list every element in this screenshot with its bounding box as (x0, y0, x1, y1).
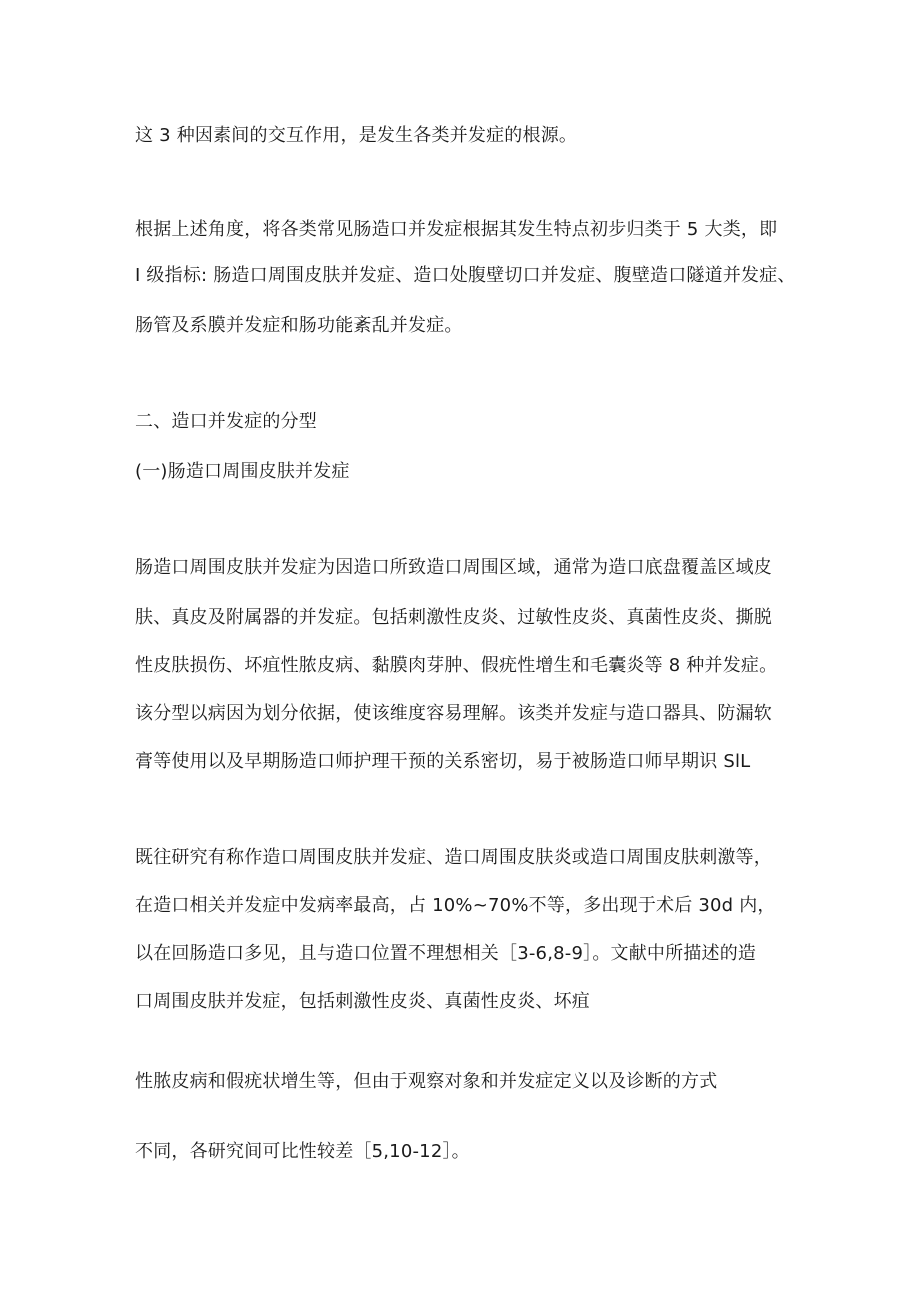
text-line: 既往研究有称作造口周围皮肤并发症、造口周围皮肤炎或造口周围皮肤刺激等， (135, 847, 772, 868)
subsection-heading: (一)肠造口周围皮肤并发症 (135, 461, 350, 482)
text-line: 肤、真皮及附属器的并发症。包括刺激性皮炎、过敏性皮炎、真菌性皮炎、撕脱 (135, 607, 772, 628)
text-line: 性脓皮病和假疣状增生等，但由于观察对象和并发症定义以及诊断的方式 (135, 1071, 718, 1092)
text-line: 不同，各研究间可比性较差［5,10-12］。 (135, 1141, 470, 1162)
text-line: 根据上述角度，将各类常见肠造口并发症根据其发生特点初步归类于 5 大类，即 (135, 219, 778, 240)
text-line: 这 3 种因素间的交互作用，是发生各类并发症的根源。 (135, 125, 578, 146)
text-line: 该分型以病因为划分依据，使该维度容易理解。该类并发症与造口器具、防漏软 (135, 703, 772, 724)
text-line: 肠管及系膜并发症和肠功能紊乱并发症。 (135, 315, 463, 336)
text-line: 口周围皮肤并发症，包括刺激性皮炎、真菌性皮炎、坏疽 (135, 991, 590, 1012)
section-heading: 二、造口并发症的分型 (135, 411, 317, 432)
text-line: 肠造口周围皮肤并发症为因造口所致造口周围区域，通常为造口底盘覆盖区域皮 (135, 557, 772, 578)
text-line: 性皮肤损伤、坏疽性脓皮病、黏膜肉芽肿、假疣性增生和毛囊炎等 8 种并发症。 (135, 655, 778, 676)
text-line: I 级指标: 肠造口周围皮肤并发症、造口处腹壁切口并发症、腹壁造口隧道并发症、 (135, 265, 796, 286)
text-line: 在造口相关并发症中发病率最高，占 10%~70%不等，多出现于术后 30d 内， (135, 895, 776, 916)
text-line: 以在回肠造口多见，且与造口位置不理想相关［3-6,8-9］。文献中所描述的造 (135, 943, 757, 964)
text-line: 膏等使用以及早期肠造口师护理干预的关系密切，易于被肠造口师早期识 SlL (135, 751, 751, 772)
